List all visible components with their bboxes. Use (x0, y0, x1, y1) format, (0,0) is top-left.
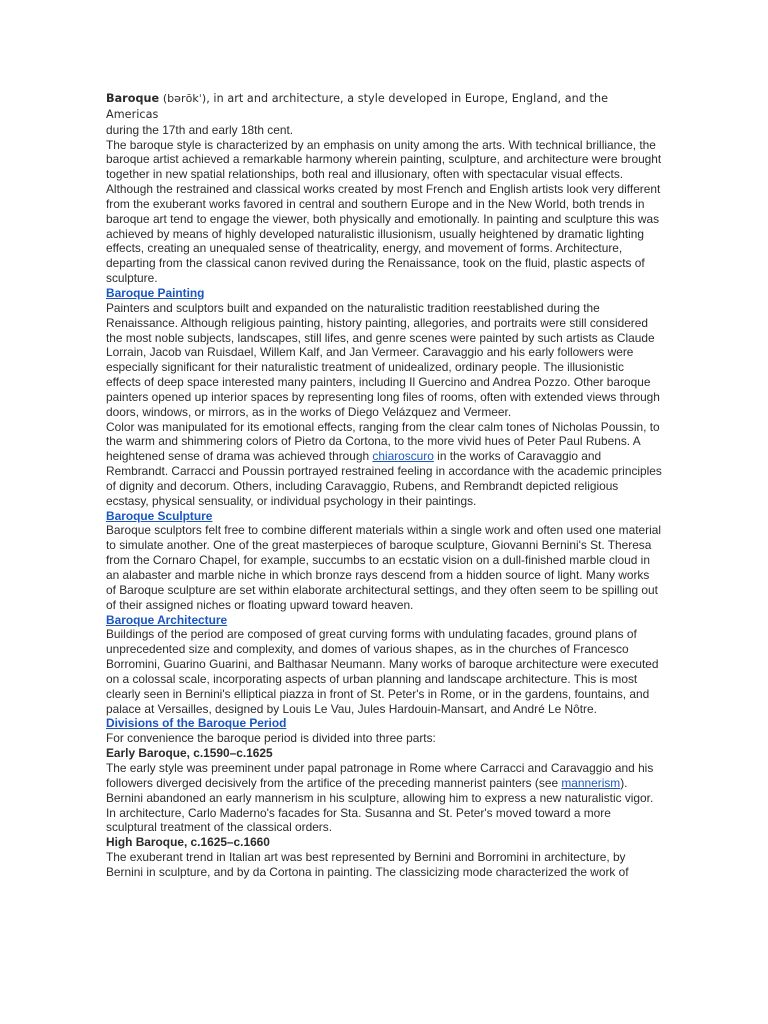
intro-first-line (106, 92, 608, 121)
painting-text-before-link: Color was manipulated for its emotional effects, ranging from the clear calm tones of Nicholas Poussin, to the warm and shimmering colors of Pietro da Cortona, to the more vivid hues of Peter Paul Rubens. A heightened sense of drama was achieved through (106, 419, 660, 464)
heading-divisions (106, 716, 662, 731)
heading-baroque-sculpture (106, 509, 662, 524)
subheading-high-baroque: High Baroque, c.1625–c.1660 (106, 835, 270, 850)
definition-continuation: during the 17th and early 18th cent. (106, 122, 294, 137)
link-baroque-painting[interactable]: Baroque Painting (106, 285, 205, 300)
article-body (106, 91, 662, 880)
painting-paragraph-2 (106, 420, 662, 509)
early-text-before-link: The early style was preeminent under papal patronage in Rome where Carracci and Caravaggio and his followers diverged decisively from the artifice of the preceding mannerist painters (see (106, 760, 654, 790)
link-mannerism[interactable]: mannerism (561, 775, 621, 790)
intro-paragraph (106, 91, 662, 138)
link-chiaroscuro[interactable]: chiaroscuro (372, 449, 434, 464)
divisions-paragraph: For convenience the baroque period is divided into three parts: (106, 731, 436, 746)
term-baroque: Baroque (106, 92, 160, 105)
heading-baroque-architecture (106, 613, 662, 628)
link-divisions-of-baroque-period[interactable]: Divisions of the Baroque Period (106, 716, 287, 731)
definition-text: , in art and architecture, a style developed in Europe, England, and the Americas (106, 92, 609, 121)
link-baroque-architecture[interactable]: Baroque Architecture (106, 612, 228, 627)
early-baroque-paragraph (106, 761, 662, 835)
pronunciation: (bərōkˈ) (162, 92, 207, 105)
early-text-after-link: ). Bernini abandoned an early mannerism in his sculpture, allowing him to express a new naturalistic vigor. In architecture, Carlo Maderno's facades for Sta. Susanna and St. Peter's moved toward a more sculptural treatment of the classical orders. (106, 775, 654, 835)
high-baroque-paragraph: The exuberant trend in Italian art was best represented by Bernini and Borromini in architecture, by Bernini in sculpture, and by da Cortona in painting. The classicizing mode characterized the work of (106, 850, 629, 879)
architecture-paragraph: Buildings of the period are composed of great curving forms with undulating facades, ground plans of unprecedented size and complexity, and domes of various shapes, as in the churches of Francesco Borromini, Guarino Guarini, and Balthasar Neumann. Many works of baroque architecture were executed on a colossal scale, incorporating aspects of urban planning and landscape architecture. This is most clearly seen in Bernini's elliptical piazza in front of St. Peter's in Rome, or in the gardens, fountains, and palace at Versailles, designed by Louis Le Vau, Jules Hardouin-Mansart, and André Le Nôtre. (106, 627, 659, 716)
painting-paragraph-1: Painters and sculptors built and expanded on the naturalistic tradition reestablished during the Renaissance. Although religious painting, history painting, allegories, and portraits were still considered the most noble subjects, landscapes, still lifes, and genre scenes were painted by such artists as Claude Lorrain, Jacob van Ruisdael, Willem Kalf, and Jan Vermeer. Caravaggio and his early followers were especially significant for their naturalistic treatment of unidealized, ordinary people. The illusionistic effects of deep space interested many painters, including Il Guercino and Andrea Pozzo. Other baroque painters opened up interior spaces by representing long files of rooms, often with extended views through doors, windows, or mirrors, as in the works of Diego Velázquez and Vermeer. (106, 300, 660, 419)
subheading-early-baroque: Early Baroque, c.1590–c.1625 (106, 746, 273, 761)
heading-baroque-painting (106, 286, 662, 301)
sculpture-paragraph: Baroque sculptors felt free to combine different materials within a single work and often used one material to simulate another. One of the great masterpieces of baroque sculpture, Giovanni Bernini's St. Theresa from the Cornaro Chapel, for example, succumbs to an ecstatic vision on a dull-finished marble cloud in an alabaster and marble niche in which bronze rays descend from a hidden source of light. Many works of Baroque sculpture are set within elaborate architectural settings, and they often seem to be spilling out of their assigned niches or floating upward toward heaven. (106, 523, 661, 612)
overview-paragraph: The baroque style is characterized by an emphasis on unity among the arts. With technical brilliance, the baroque artist achieved a remarkable harmony wherein painting, sculpture, and architecture were brought together in new spatial relationships, both real and illusionary, often with spectacular visual effects. Although the restrained and classical works created by most French and English artists look very different from the exuberant works favored in central and southern Europe and in the New World, both trends in baroque art tend to engage the viewer, both physically and emotionally. In painting and sculpture this was achieved by means of highly developed naturalistic illusionism, usually heightened by dramatic lighting effects, creating an unequaled sense of theatricality, energy, and movement of forms. Architecture, departing from the classical canon revived during the Renaissance, took on the fluid, plastic aspects of sculpture. (106, 137, 662, 286)
painting-text-after-link: in the works of Caravaggio and Rembrandt. Carracci and Poussin portrayed restrained feeling in accordance with the academic principles of dignity and decorum. Others, including Caravaggio, Rubens, and Rembrandt depicted religious ecstasy, physical sensuality, or individual psychology in their paintings. (106, 449, 662, 508)
link-baroque-sculpture[interactable]: Baroque Sculpture (106, 508, 213, 523)
